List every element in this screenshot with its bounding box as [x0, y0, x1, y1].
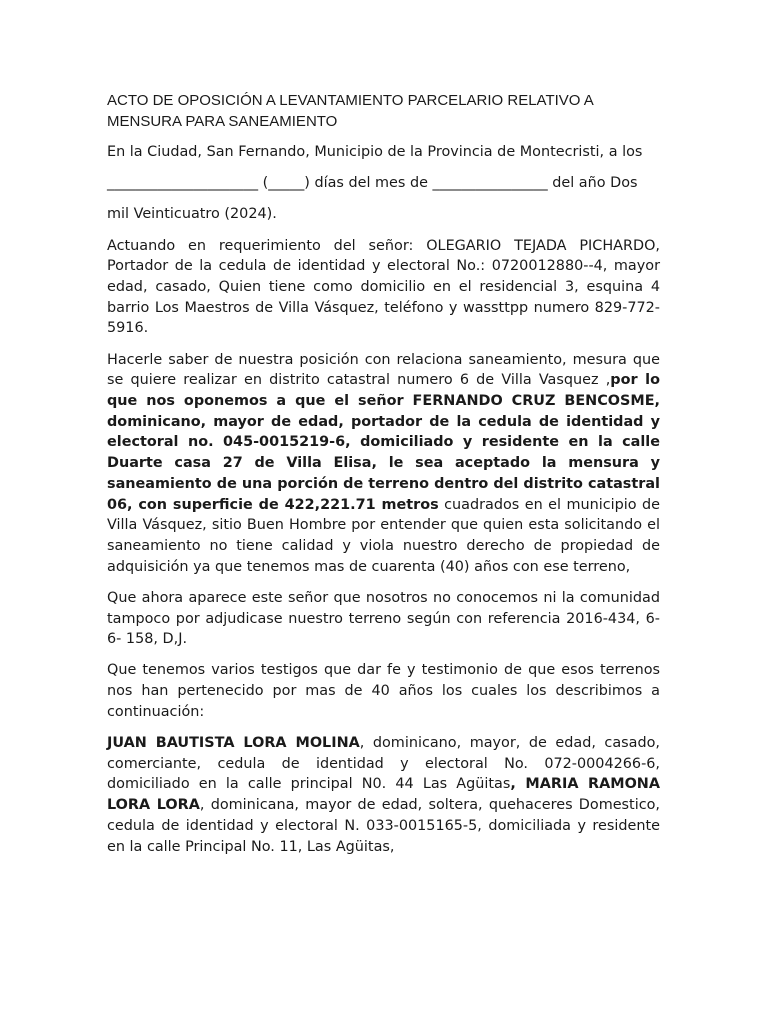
witness-text-1: , dominicano, mayor, de edad, casado, comerciante, cedula de identidad y electoral No. 072-0004266-6, domiciliado en la calle principal N0. 44 Las Agüitas: [107, 735, 660, 793]
witness-text-2: , dominicana, mayor de edad, soltera, quehaceres Domestico, cedula de identidad y electoral N. 033-0015165-5, domiciliada y residente en la calle Principal No. 11, Las Agüitas,: [107, 797, 660, 855]
paragraph-witnesses-intro: Que tenemos varios testigos que dar fe y testimonio de que esos terrenos nos han pertenecido por mas de 40 años los cuales los describimos a continuación:: [107, 662, 660, 720]
document-page: [107, 90, 660, 868]
document-title: ACTO DE OPOSICIÓN A LEVANTAMIENTO PARCELARIO RELATIVO A MENSURA PARA SANEAMIENTO: [107, 92, 593, 130]
paragraph-year: mil Veinticuatro (2024).: [107, 206, 277, 223]
opposition-bold: por lo que nos oponemos a que el señor FERNANDO CRUZ BENCOSME, dominicano, mayor de edad, portador de la cedula de identidad y electoral no. 045-0015219-6, domiciliado y residente en la calle Duarte casa 27 de Villa Elisa, le sea aceptado la mensura y saneamiento de una porción de terreno dentro del distrito catastral 06, con superficie de 422,221.71 metros: [107, 372, 660, 513]
witness-name-2: , MARIA RAMONA LORA LORA: [107, 776, 660, 814]
witness-name-1: JUAN BAUTISTA LORA MOLINA: [107, 735, 360, 752]
paragraph-opposition: [107, 350, 660, 578]
paragraph-witnesses: [107, 733, 660, 857]
paragraph-claim: Que ahora aparece este señor que nosotros no conocemos ni la comunidad tampoco por adjudicase nuestro terreno según con referencia 2016-434, 6-6- 158, D,J.: [107, 589, 660, 648]
paragraph-requester: Actuando en requerimiento del señor: OLEGARIO TEJADA PICHARDO, Portador de la cedula de identidad y electoral No.: 0720012880--4, mayor edad, casado, Quien tiene como domicilio en el residencial 3, esquina 4 barrio Los Maestros de Villa Vásquez, teléfono y wassttpp numero 829-772-5916.: [107, 237, 660, 337]
opposition-rest: cuadrados en el municipio de Villa Vásquez, sitio Buen Hombre por entender que quien esta solicitando el saneamiento no tiene calidad y viola nuestro derecho de propiedad de adquisición ya que tenemos mas de cuarenta (40) años con ese terreno,: [107, 496, 660, 575]
paragraph-date-blanks: _____________________ (_____) días del mes de ________________ del año Dos: [107, 175, 638, 192]
paragraph-location: En la Ciudad, San Fernando, Municipio de la Provincia de Montecristi, a los: [107, 144, 643, 160]
opposition-intro: Hacerle saber de nuestra posición con relaciona saneamiento, mesura que se quiere realizar en distrito catastral numero 6 de Villa Vasquez ,: [107, 351, 660, 389]
